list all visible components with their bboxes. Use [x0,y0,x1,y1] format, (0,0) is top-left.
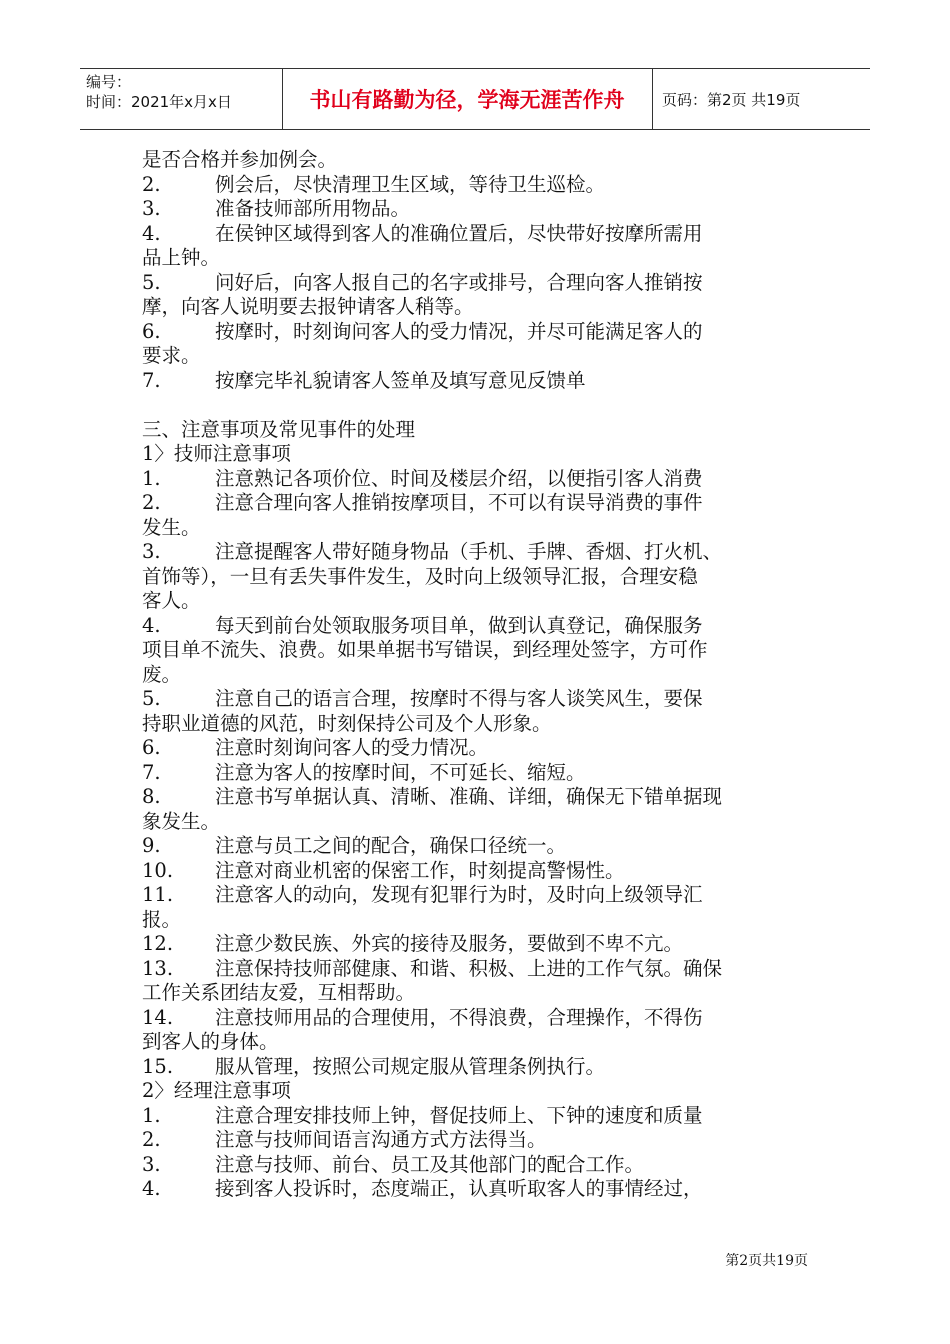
line-text: 注意保持技师部健康、和谐、积极、上进的工作气氛。确保 [215,956,723,980]
header-left-info [86,72,232,112]
item-number: 7. [142,368,161,392]
line-text: 注意与技师、前台、员工及其他部门的配合工作。 [215,1152,645,1176]
line-text: 准备技师部所用物品。 [215,197,411,220]
text-line [142,467,812,492]
text-line [142,491,812,516]
item-number: 1. [142,1103,161,1127]
line-text: 按摩完毕礼貌请客人签单及填写意见反馈单 [215,368,586,392]
line-text: 报。 [142,907,182,931]
item-number: 4. [142,1177,161,1200]
text-line [142,957,812,982]
text-line [142,197,812,222]
line-text: 注意对商业机密的保密工作，时刻提高警惕性。 [215,858,625,882]
line-text: 在侯钟区域得到客人的准确位置后，尽快带好按摩所需用 [215,221,703,245]
item-number: 3. [142,540,161,563]
item-number: 2. [142,1128,161,1151]
item-number: 8. [142,785,161,808]
item-number: 1. [142,466,161,490]
line-text: 注意客人的动向，发现有犯罪行为时，及时向上级领导汇 [215,883,703,906]
text-line [142,589,812,614]
text-line [142,1006,812,1031]
line-text: 要求。 [142,344,201,367]
header-divider [652,69,653,129]
line-text: 注意与员工之间的配合，确保口径统一。 [215,834,567,857]
item-number: 5. [142,687,161,710]
line-text: 按摩时，时刻询问客人的受力情况，并尽可能满足客人的 [215,319,703,343]
item-number: 10. [142,858,174,882]
line-text: 注意与技师间语言沟通方式方法得当。 [215,1128,547,1151]
item-number: 12. [142,932,174,955]
line-text: 每天到前台处领取服务项目单，做到认真登记，确保服务 [215,613,703,637]
line-text: 注意少数民族、外宾的接待及服务，要做到不卑不亢。 [215,932,684,955]
text-line [142,442,812,467]
page-footer: 第2页共19页 [725,1253,808,1269]
text-line [142,516,812,541]
text-line [142,908,812,933]
line-text: 废。 [142,662,182,686]
text-line [142,295,812,320]
line-text: 例会后，尽快清理卫生区域，等待卫生巡检。 [215,172,606,196]
text-line [142,712,812,737]
header-motto: 书山有路勤为径，学海无涯苦作舟 [309,88,625,112]
text-line [142,173,812,198]
item-number: 4. [142,613,161,637]
item-number: 9. [142,834,161,857]
line-text: 持职业道德的风范，时刻保持公司及个人形象。 [142,711,552,735]
item-number: 6. [142,319,161,343]
text-line [142,614,812,639]
line-text: 客人。 [142,589,201,612]
item-number: 7. [142,760,161,784]
item-number: 14. [142,1005,174,1029]
line-text: 注意合理向客人推销按摩项目，不可以有误导消费的事件 [215,491,703,514]
text-line [142,222,812,247]
line-text: 注意合理安排技师上钟，督促技师上、下钟的速度和质量 [215,1103,703,1127]
header-date-label: 时间：2021年x月x日 [86,93,232,111]
text-line [142,418,812,443]
text-line [142,859,812,884]
text-line [142,638,812,663]
line-text: 品上钟。 [142,246,221,269]
text-line [142,736,812,761]
text-line [142,663,812,688]
item-number: 2. [142,491,161,514]
line-text: 接到客人投诉时，态度端正，认真听取客人的事情经过， [215,1177,703,1200]
item-number: 4. [142,221,161,245]
line-text: 1〉技师注意事项 [142,442,291,465]
text-line [142,1104,812,1129]
text-line [142,1153,812,1178]
text-line [142,810,812,835]
text-line [142,932,812,957]
text-line [142,981,812,1006]
blank-line [142,393,812,418]
text-line [142,1177,812,1202]
line-text: 工作关系团结友爱，互相帮助。 [142,981,416,1004]
item-number: 6. [142,736,161,759]
text-line [142,246,812,271]
item-number: 15. [142,1054,174,1078]
document-header [80,68,870,130]
text-line [142,1079,812,1104]
line-text: 到客人的身体。 [142,1030,279,1053]
text-line [142,883,812,908]
text-line [142,687,812,712]
text-line [142,1030,812,1055]
item-number: 11. [142,883,174,906]
text-line [142,565,812,590]
item-number: 5. [142,270,161,294]
item-number: 13. [142,956,174,980]
document-body [142,148,812,1202]
line-text: 发生。 [142,515,201,539]
item-number: 3. [142,1152,161,1176]
text-line [142,271,812,296]
line-text: 项目单不流失、浪费。如果单据书写错误，到经理处签字，方可作 [142,638,708,661]
header-page-label: 页码：第2页 共19页 [662,90,801,109]
text-line [142,148,812,173]
line-text: 问好后，向客人报自己的名字或排号，合理向客人推销按 [215,270,703,294]
line-text: 象发生。 [142,809,221,833]
line-text: 三、注意事项及常见事件的处理 [142,417,416,441]
text-line [142,369,812,394]
line-text: 注意提醒客人带好随身物品（手机、手牌、香烟、打火机、 [215,540,723,563]
line-text: 首饰等），一旦有丢失事件发生，及时向上级领导汇报，合理安稳 [142,564,698,588]
text-line [142,540,812,565]
header-number-label: 编号： [86,73,132,91]
line-text: 注意为客人的按摩时间，不可延长、缩短。 [215,760,586,784]
text-line [142,834,812,859]
text-line [142,785,812,810]
item-number: 3. [142,197,161,220]
text-line [142,1055,812,1080]
line-text: 注意时刻询问客人的受力情况。 [215,736,489,759]
line-text: 摩，向客人说明要去报钟请客人稍等。 [142,295,474,318]
text-line [142,320,812,345]
text-line [142,1128,812,1153]
line-text: 注意自己的语言合理，按摩时不得与客人谈笑风生，要保 [215,687,703,710]
line-text: 注意书写单据认真、清晰、准确、详细，确保无下错单据现 [215,785,723,808]
line-text: 2〉经理注意事项 [142,1079,291,1102]
text-line [142,344,812,369]
line-text: 注意技师用品的合理使用，不得浪费，合理操作，不得伤 [215,1005,703,1029]
line-text: 是否合格并参加例会。 [142,148,338,171]
text-line [142,761,812,786]
item-number: 2. [142,172,161,196]
line-text: 注意熟记各项价位、时间及楼层介绍，以便指引客人消费 [215,466,703,490]
line-text: 服从管理，按照公司规定服从管理条例执行。 [215,1054,606,1078]
